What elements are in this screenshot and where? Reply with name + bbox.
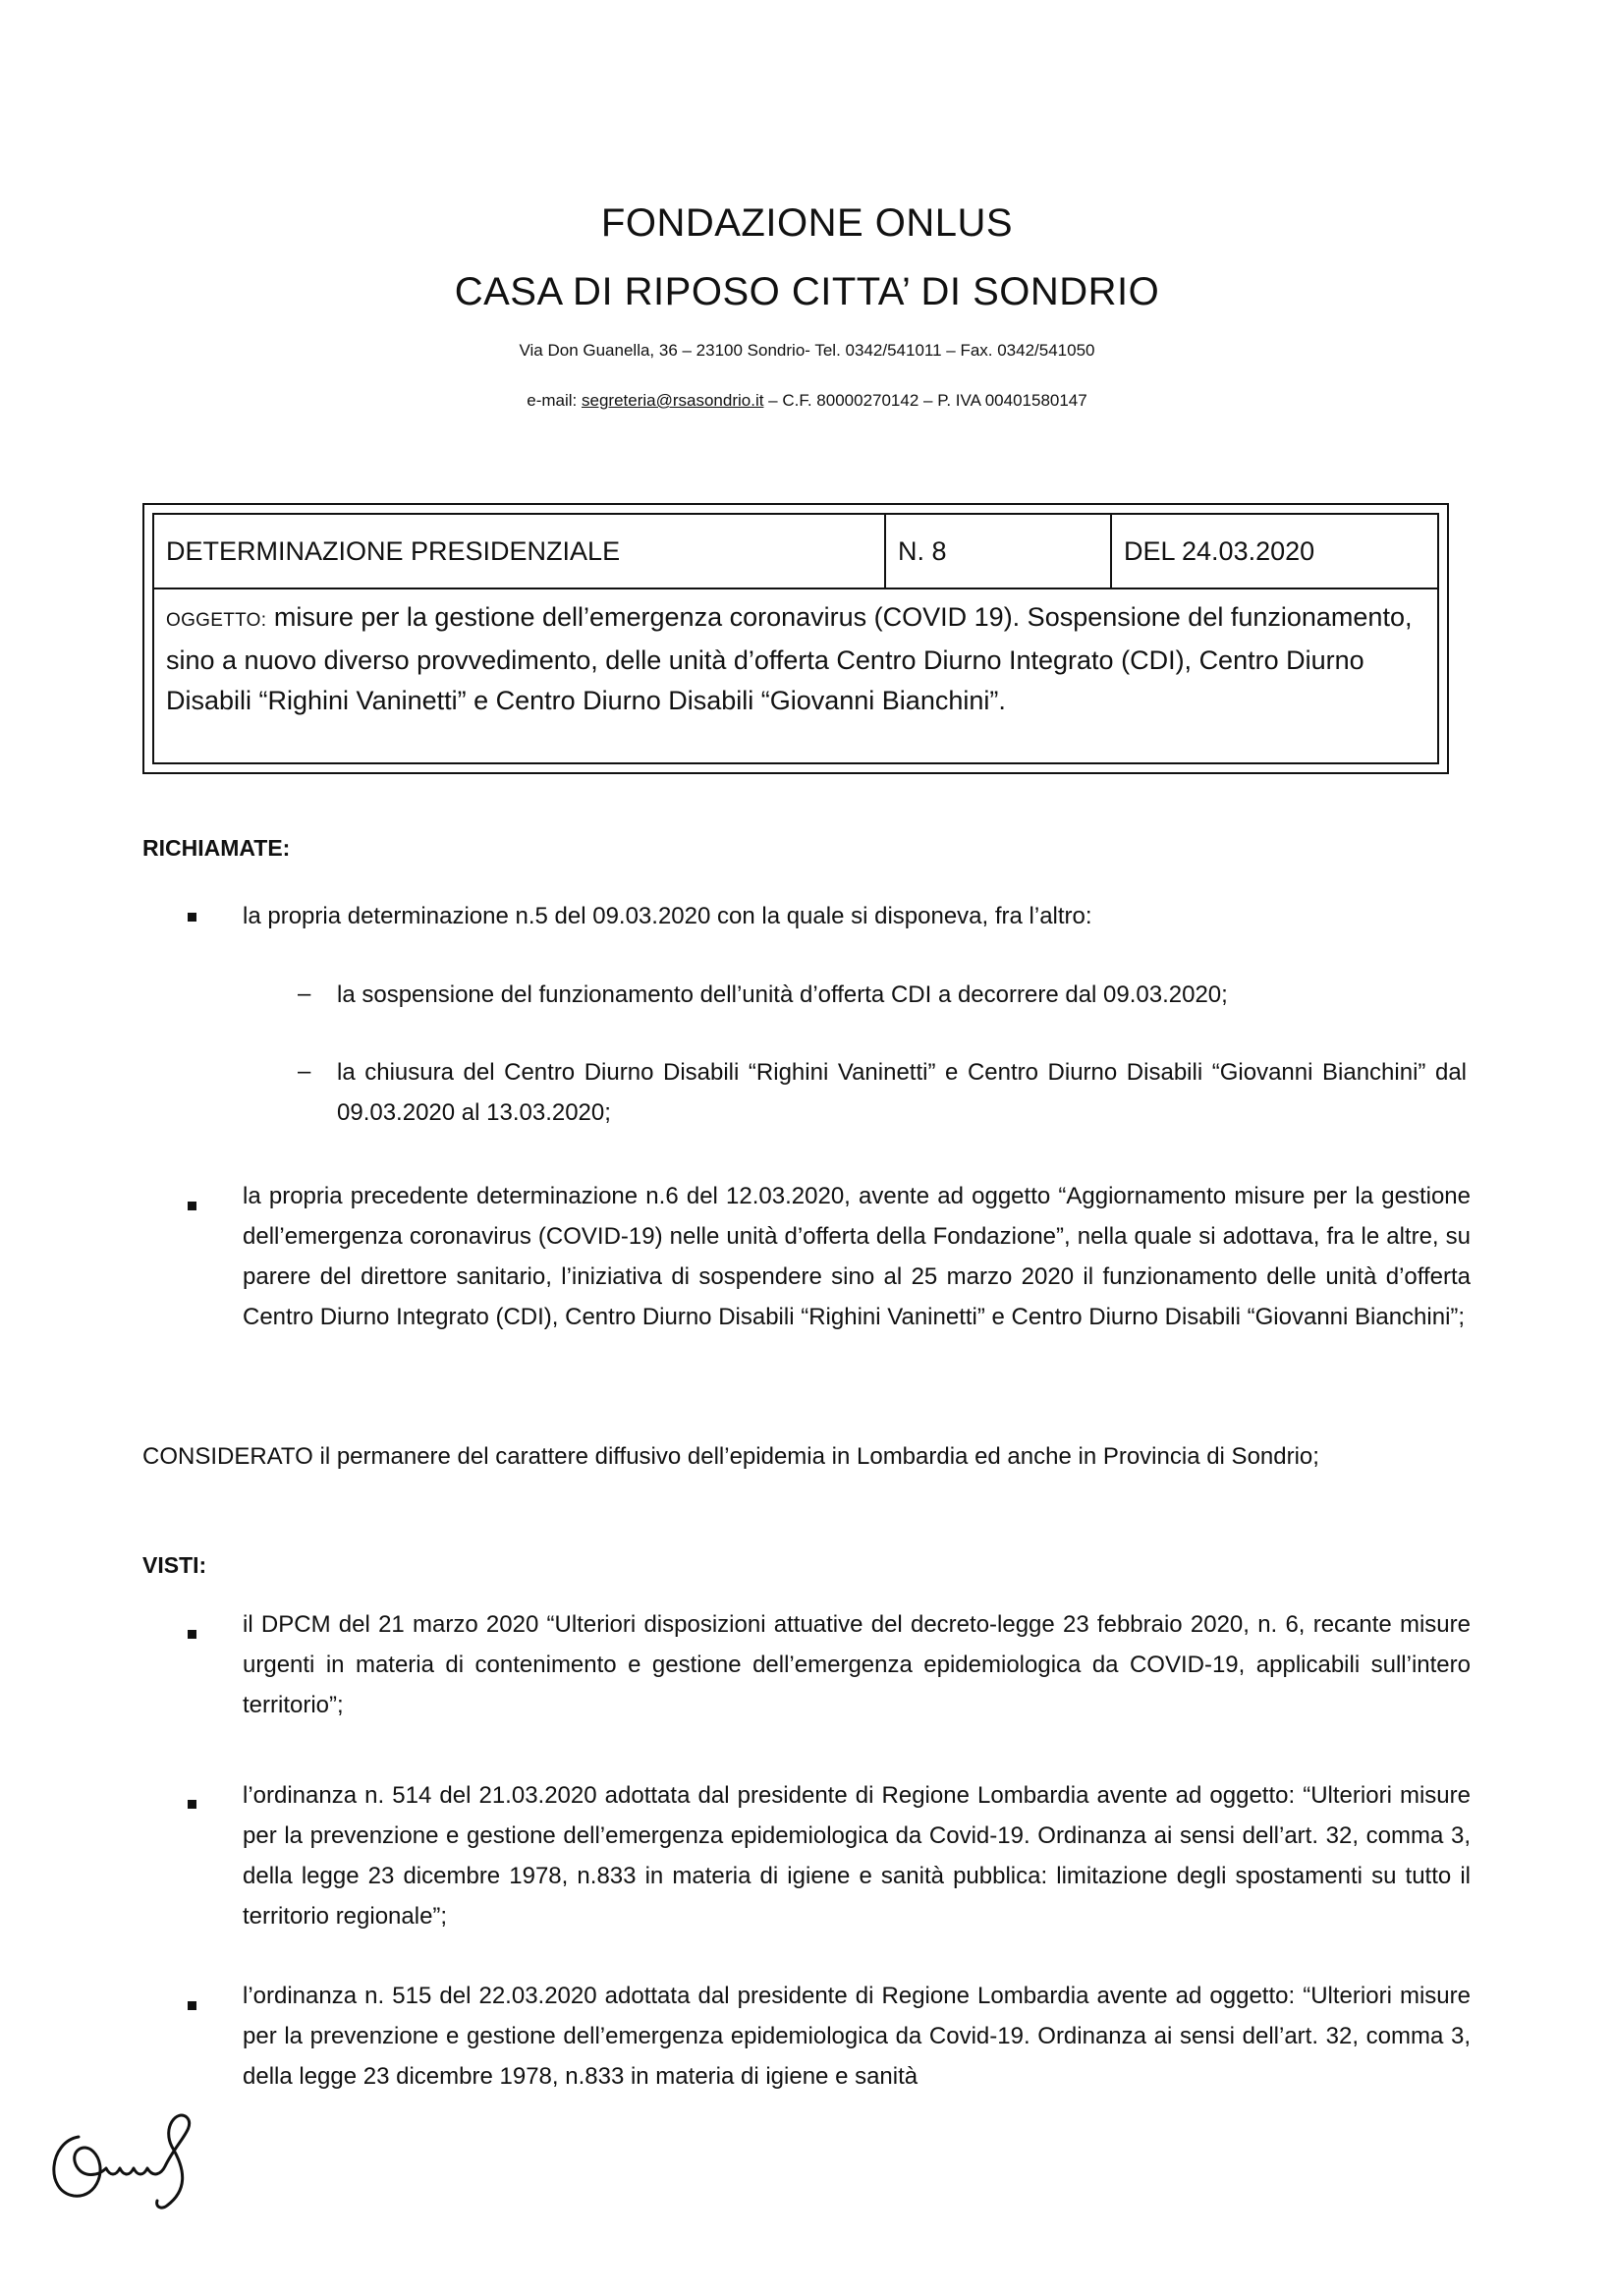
- determination-header-inner: [152, 513, 1439, 764]
- square-bullet-icon: [188, 2001, 196, 2010]
- considerato-label: CONSIDERATO: [142, 1443, 313, 1470]
- visti-item-1: il DPCM del 21 marzo 2020 “Ulteriori disposizioni attuative del decreto-legge 23 febbraio 2020, n. 6, recante misure urgenti in materia di contenimento e gestione dell’emergenza epidemiologica da COVID-19, applicabili sull’intero territorio”;: [243, 1611, 1471, 1718]
- richiamate-heading: RICHIAMATE:: [142, 835, 291, 861]
- handwritten-signature: [39, 2098, 206, 2215]
- considerato-text: il permanere del carattere diffusivo dell’epidemia in Lombardia ed anche in Provincia di Sondrio;: [312, 1443, 1319, 1470]
- square-bullet-icon: [188, 1800, 196, 1809]
- org-name: FONDAZIONE ONLUS: [600, 201, 1014, 245]
- determination-number: N. 8: [886, 515, 1112, 588]
- square-bullet-icon: [188, 1630, 196, 1639]
- determination-header-box: [142, 503, 1449, 774]
- dash-bullet-icon: –: [298, 980, 311, 1007]
- org-address: Via Don Guanella, 36 – 23100 Sondrio- Tel. 0342/541011 – Fax. 0342/541050: [519, 341, 1095, 360]
- org-contacts: [0, 391, 1614, 411]
- fiscal-codes: – C.F. 80000270142 – P. IVA 00401580147: [763, 391, 1087, 410]
- subject-text: misure per la gestione dell’emergenza coronavirus (COVID 19). Sospensione del funzionamento, sino a nuovo diverso provvedimento, delle unità d’offerta Centro Diurno Integrato (CDI), Centro Diurno Disabili “Righini Vaninetti” e Centro Diurno Disabili “Giovanni Bianchini”.: [166, 602, 1413, 715]
- richiamate-sub-1: la sospensione del funzionamento dell’unità d’offerta CDI a decorrere dal 09.03.2020;: [337, 981, 1228, 1008]
- determination-subject: [166, 597, 1423, 721]
- visti-item-2: l’ordinanza n. 514 del 21.03.2020 adottata dal presidente di Regione Lombardia avente ad oggetto: “Ulteriori misure per la prevenzione e gestione dell’emergenza epidemiologica da Covid-19. Ordinanza ai sensi dell’art. 32, comma 3, della legge 23 dicembre 1978, n.833 in materia di igiene e sanità pubblica: limitazione degli spostamenti su tutto il territorio regionale”;: [243, 1782, 1471, 1930]
- determination-type: DETERMINAZIONE PRESIDENZIALE: [154, 515, 886, 588]
- email-prefix: e-mail:: [527, 391, 582, 410]
- email-link[interactable]: segreteria@rsasondrio.it: [582, 391, 764, 410]
- visti-heading: VISTI:: [142, 1552, 207, 1578]
- determination-header-row: [154, 515, 1437, 589]
- org-subtitle: CASA DI RIPOSO CITTA’ DI SONDRIO: [454, 270, 1160, 313]
- richiamate-item-1: la propria determinazione n.5 del 09.03.2020 con la quale si disponeva, fra l’altro:: [243, 903, 1092, 929]
- richiamate-item-2: la propria precedente determinazione n.6 del 12.03.2020, avente ad oggetto “Aggiornamento misure per la gestione dell’emergenza coronavirus (COVID-19) nelle unità d’offerta della Fondazione”, nella quale si adottava, fra le altre, su parere del direttore sanitario, l’iniziativa di sospendere sino al 25 marzo 2020 il funzionamento delle unità d’offerta Centro Diurno Integrato (CDI), Centro Diurno Disabili “Righini Vaninetti” e Centro Diurno Disabili “Giovanni Bianchini”;: [243, 1183, 1471, 1330]
- visti-item-3: l’ordinanza n. 515 del 22.03.2020 adottata dal presidente di Regione Lombardia avente ad oggetto: “Ulteriori misure per la prevenzione e gestione dell’emergenza epidemiologica da Covid-19. Ordinanza ai sensi dell’art. 32, comma 3, della legge 23 dicembre 1978, n.833 in materia di igiene e sanità: [243, 1983, 1471, 2090]
- subject-label: OGGETTO:: [166, 610, 267, 631]
- square-bullet-icon: [188, 1202, 196, 1210]
- determination-date: DEL 24.03.2020: [1124, 536, 1315, 566]
- square-bullet-icon: [188, 913, 196, 922]
- dash-bullet-icon: –: [298, 1058, 311, 1085]
- richiamate-sub-2: la chiusura del Centro Diurno Disabili “Righini Vaninetti” e Centro Diurno Disabili “Giovanni Bianchini” dal 09.03.2020 al 13.03.2020;: [337, 1059, 1467, 1126]
- considerato-paragraph: [142, 1436, 1469, 1477]
